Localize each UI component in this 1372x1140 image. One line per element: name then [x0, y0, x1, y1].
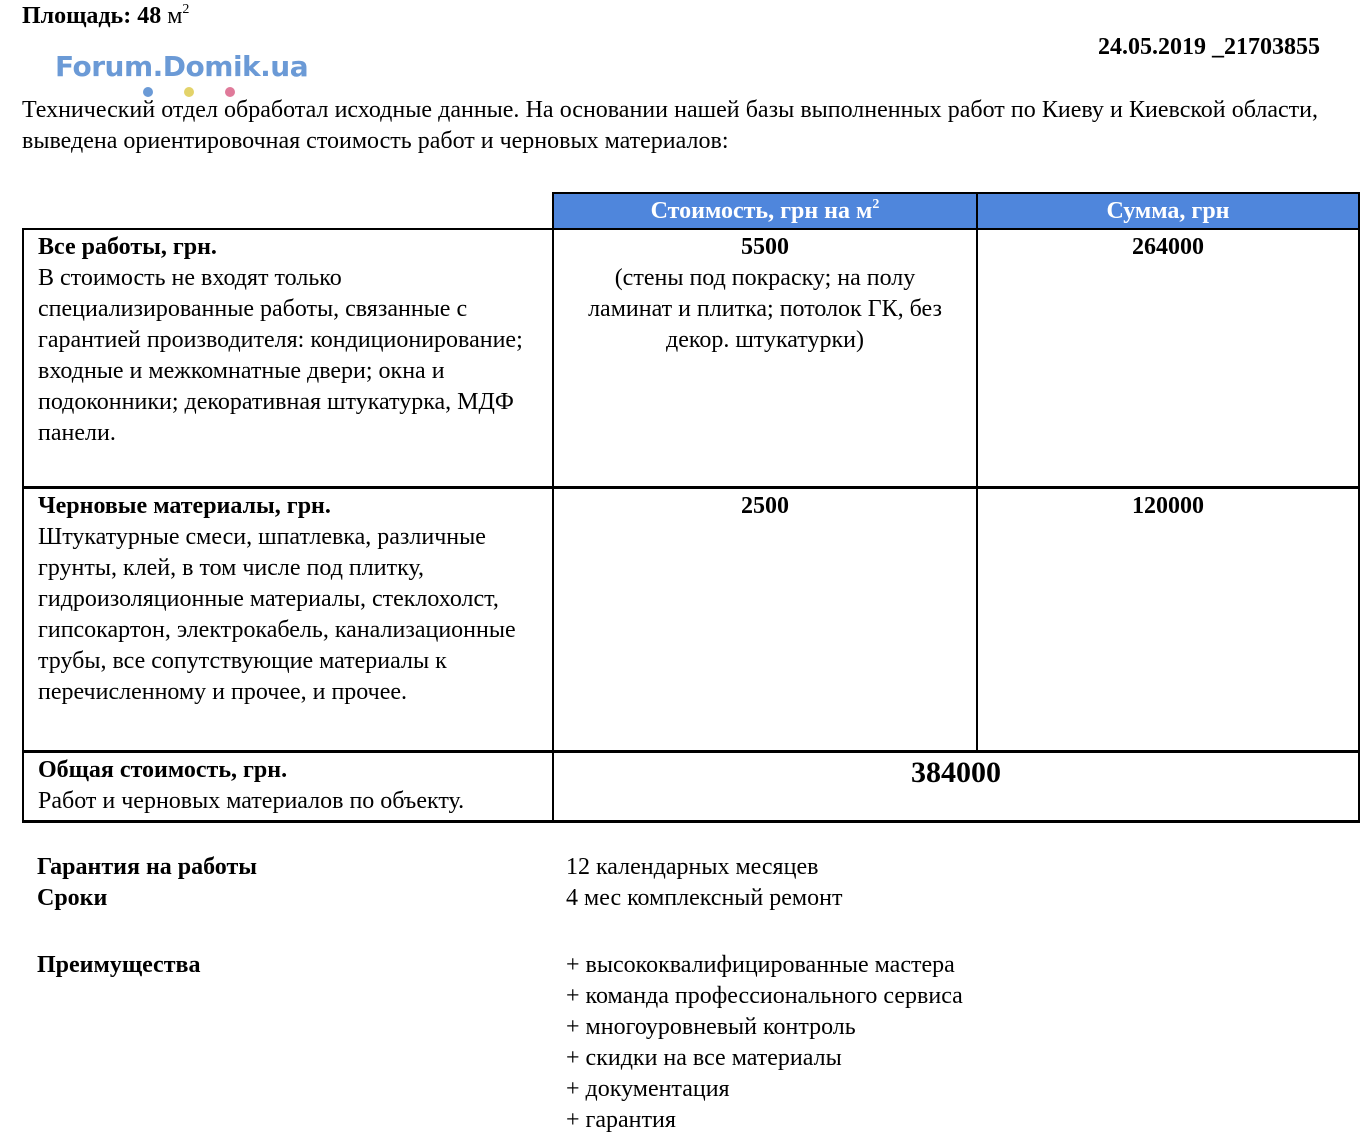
row-works-price-note: (стены под покраску; на полу ламинат и плитка; потолок ГК, без декор. штукатурки)	[588, 265, 942, 353]
advantages-label: Преимущества	[37, 952, 201, 978]
list-item: + гарантия	[566, 1107, 676, 1133]
row-total-description: Работ и черновых материалов по объекту.	[38, 787, 465, 814]
row-total-label-cell	[23, 751, 553, 821]
column-header-sum: Сумма, грн	[977, 193, 1359, 229]
row-works-sum-cell	[977, 229, 1359, 487]
list-item: + скидки на все материалы	[566, 1045, 842, 1071]
estimate-table	[22, 192, 1360, 823]
row-materials-description: Штукатурные смеси, шпатлевка, различные грунты, клей, в том числе под плитку, гидроизоляционные материалы, стеклохолст, гипсокартон, электрокабель, канализационные трубы, все сопутствующие материалы к перечисленному и прочее, и прочее.	[38, 523, 516, 705]
row-works-label-cell	[23, 229, 553, 487]
table-row-materials	[23, 487, 1359, 751]
intro-paragraph: Технический отдел обработал исходные данные. На основании нашей базы выполненных работ по Киеву и Киевской области, выведена ориентировочная стоимость работ и черновых материалов:	[22, 97, 1318, 154]
row-materials-sum: 120000	[1132, 492, 1204, 519]
row-materials-price: 2500	[741, 492, 789, 519]
row-works-sum: 264000	[1132, 234, 1204, 260]
advantages-list	[566, 950, 963, 1136]
watermark-logo: Forum.Domik.ua	[55, 50, 309, 83]
timeline-label: Сроки	[37, 885, 108, 911]
area-label: Площадь:	[22, 3, 132, 29]
table-header-row	[23, 193, 1359, 229]
list-item: + многоуровневый контроль	[566, 1014, 856, 1040]
table-row-works	[23, 229, 1359, 487]
column-header-price	[553, 193, 977, 229]
row-works-description: В стоимость не входят только специализированные работы, связанные с гарантией производителя: кондиционирование; входные и межкомнатные двери; окна и подоконники; декоративная штукатурка, МДФ панели.	[38, 265, 523, 446]
row-works-price: 5500	[741, 234, 789, 260]
row-materials-label-cell	[23, 487, 553, 751]
area-unit: м	[167, 3, 183, 29]
row-materials-title: Черновые материалы, грн.	[38, 492, 331, 519]
document-date-id: 24.05.2019 _21703855	[1098, 34, 1320, 60]
list-item: + высококвалифицированные мастера	[566, 952, 955, 978]
column-header-price-label: Стоимость, грн на м	[650, 198, 873, 224]
list-item: + команда профессионального сервиса	[566, 983, 963, 1009]
row-works-price-cell	[553, 229, 977, 487]
column-header-price-exponent: 2	[872, 197, 880, 212]
list-item: + документация	[566, 1076, 730, 1102]
timeline-value: 4 мес комплексный ремонт	[566, 885, 843, 911]
warranty-value: 12 календарных месяцев	[566, 854, 819, 880]
row-total-value: 384000	[553, 751, 1359, 821]
header-empty-cell	[23, 193, 553, 229]
row-materials-sum-cell	[977, 487, 1359, 751]
row-works-title: Все работы, грн.	[38, 234, 217, 260]
row-total-title: Общая стоимость, грн.	[38, 756, 288, 783]
table-row-total	[23, 751, 1359, 821]
warranty-label: Гарантия на работы	[37, 854, 258, 880]
area-unit-exponent: 2	[182, 2, 190, 17]
area-line	[22, 2, 189, 30]
row-materials-price-cell	[553, 487, 977, 751]
area-value: 48	[137, 3, 162, 29]
